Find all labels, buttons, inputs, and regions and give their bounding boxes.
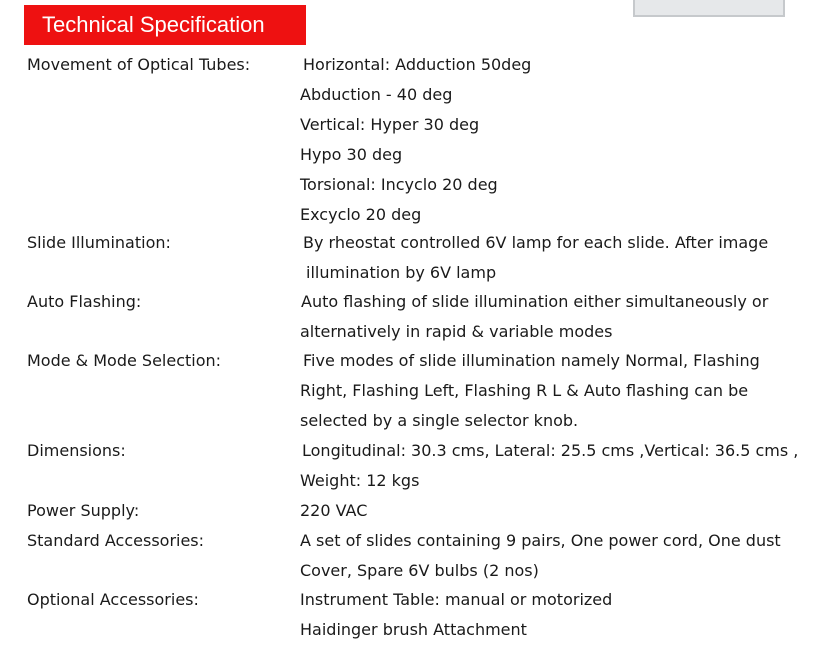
spec-label: Movement of Optical Tubes:: [27, 55, 251, 74]
spec-value: [300, 526, 825, 586]
spec-label: Optional Accessories:: [27, 590, 199, 609]
spec-label: Mode & Mode Selection:: [27, 351, 222, 370]
spec-value-line: Weight: 12 kgs: [300, 471, 420, 490]
spec-value-line: A set of slides containing 9 pairs, One power cord, One dust: [300, 531, 781, 550]
spec-value-line: Auto flashing of slide illumination either simultaneously or: [301, 292, 769, 311]
spec-value: [300, 585, 825, 645]
spec-value: [300, 317, 825, 347]
spec-value-line: Torsional: Incyclo 20 deg: [300, 175, 498, 194]
spec-value-line: alternatively in rapid & variable modes: [300, 322, 613, 341]
spec-label: Dimensions:: [27, 441, 126, 460]
product-image-edge: [633, 0, 785, 17]
spec-value-line: 220 VAC: [300, 501, 368, 520]
spec-label: Slide Illumination:: [27, 233, 171, 252]
spec-value: [300, 376, 825, 436]
spec-value: [300, 466, 825, 496]
spec-value-line: Cover, Spare 6V bulbs (2 nos): [300, 561, 539, 580]
spec-value-line: Excyclo 20 deg: [300, 205, 422, 224]
spec-value: [303, 228, 828, 288]
spec-value-line: illumination by 6V lamp: [306, 263, 497, 282]
spec-value: [301, 287, 826, 317]
spec-value-line: Longitudinal: 30.3 cms, Lateral: 25.5 cms ,Vertical: 36.5 cms ,: [302, 441, 799, 460]
spec-value-line: Hypo 30 deg: [300, 145, 403, 164]
spec-value: [300, 496, 825, 526]
spec-value-line: selected by a single selector knob.: [300, 411, 579, 430]
spec-value-line: Horizontal: Adduction 50deg: [303, 55, 532, 74]
spec-value: [303, 50, 828, 80]
spec-value-line: Instrument Table: manual or motorized: [300, 590, 613, 609]
spec-value-line: Right, Flashing Left, Flashing R L & Auto flashing can be: [300, 381, 749, 400]
spec-value-line: By rheostat controlled 6V lamp for each slide. After image: [303, 233, 769, 252]
spec-value-line: Vertical: Hyper 30 deg: [300, 115, 480, 134]
spec-value-line: Abduction - 40 deg: [300, 85, 453, 104]
spec-value-line: Five modes of slide illumination namely Normal, Flashing: [303, 351, 760, 370]
spec-label: Auto Flashing:: [27, 292, 142, 311]
spec-value: [302, 436, 827, 466]
spec-value: [303, 346, 828, 376]
spec-value-line: Haidinger brush Attachment: [300, 620, 527, 639]
spec-value: [300, 80, 825, 230]
spec-label: Power Supply:: [27, 501, 140, 520]
spec-label: Standard Accessories:: [27, 531, 205, 550]
section-title: Technical Specification: [24, 5, 306, 45]
